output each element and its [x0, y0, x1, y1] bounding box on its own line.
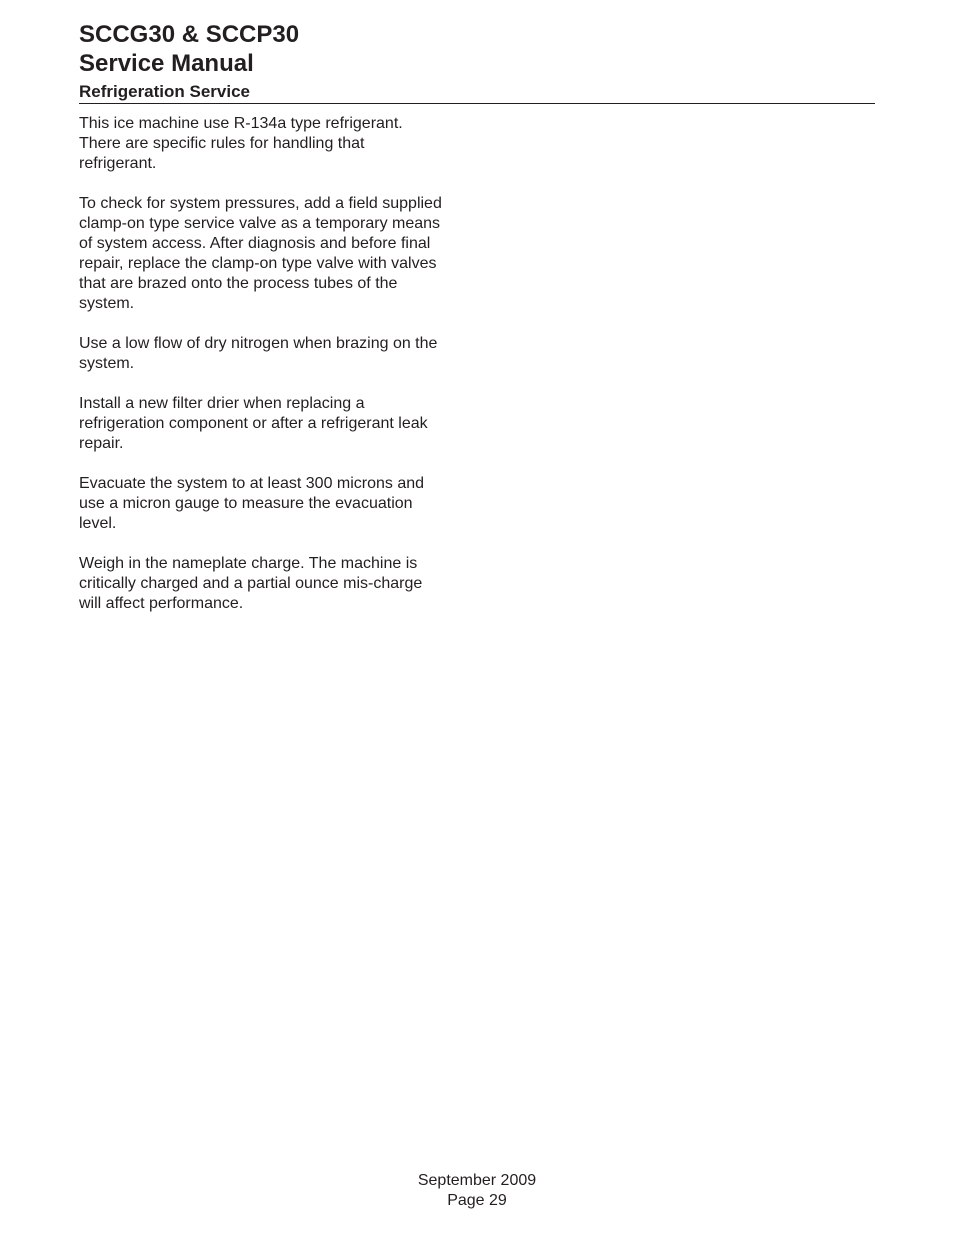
paragraph-nitrogen-brazing: Use a low flow of dry nitrogen when brazing on the system.	[79, 335, 438, 372]
header-divider	[79, 103, 875, 104]
footer-date: September 2009	[417, 1172, 537, 1189]
paragraph-nameplate-charge: Weigh in the nameplate charge. The machine is critically charged and a partial ounce mis-charge will affect performance.	[79, 555, 423, 612]
document-title-line-2: Service Manual	[79, 50, 254, 77]
page-footer	[0, 1171, 954, 1211]
paragraph-refrigerant-type: This ice machine use R-134a type refrigerant. There are specific rules for handling that refrigerant.	[79, 115, 403, 172]
page-header	[79, 20, 875, 102]
page-number: Page 29	[447, 1192, 507, 1209]
paragraph-filter-drier: Install a new filter drier when replacing a refrigeration component or after a refrigerant leak repair.	[79, 395, 428, 452]
body-text	[79, 114, 479, 634]
section-title: Refrigeration Service	[79, 82, 251, 101]
document-title-line-1: SCCG30 & SCCP30	[79, 21, 300, 48]
paragraph-evacuation: Evacuate the system to at least 300 microns and use a micron gauge to measure the evacuation level.	[79, 475, 425, 532]
paragraph-system-pressures: To check for system pressures, add a field supplied clamp-on type service valve as a temporary means of system access. After diagnosis and before final repair, replace the clamp-on type valve with valves that are brazed onto the process tubes of the system.	[79, 195, 442, 312]
